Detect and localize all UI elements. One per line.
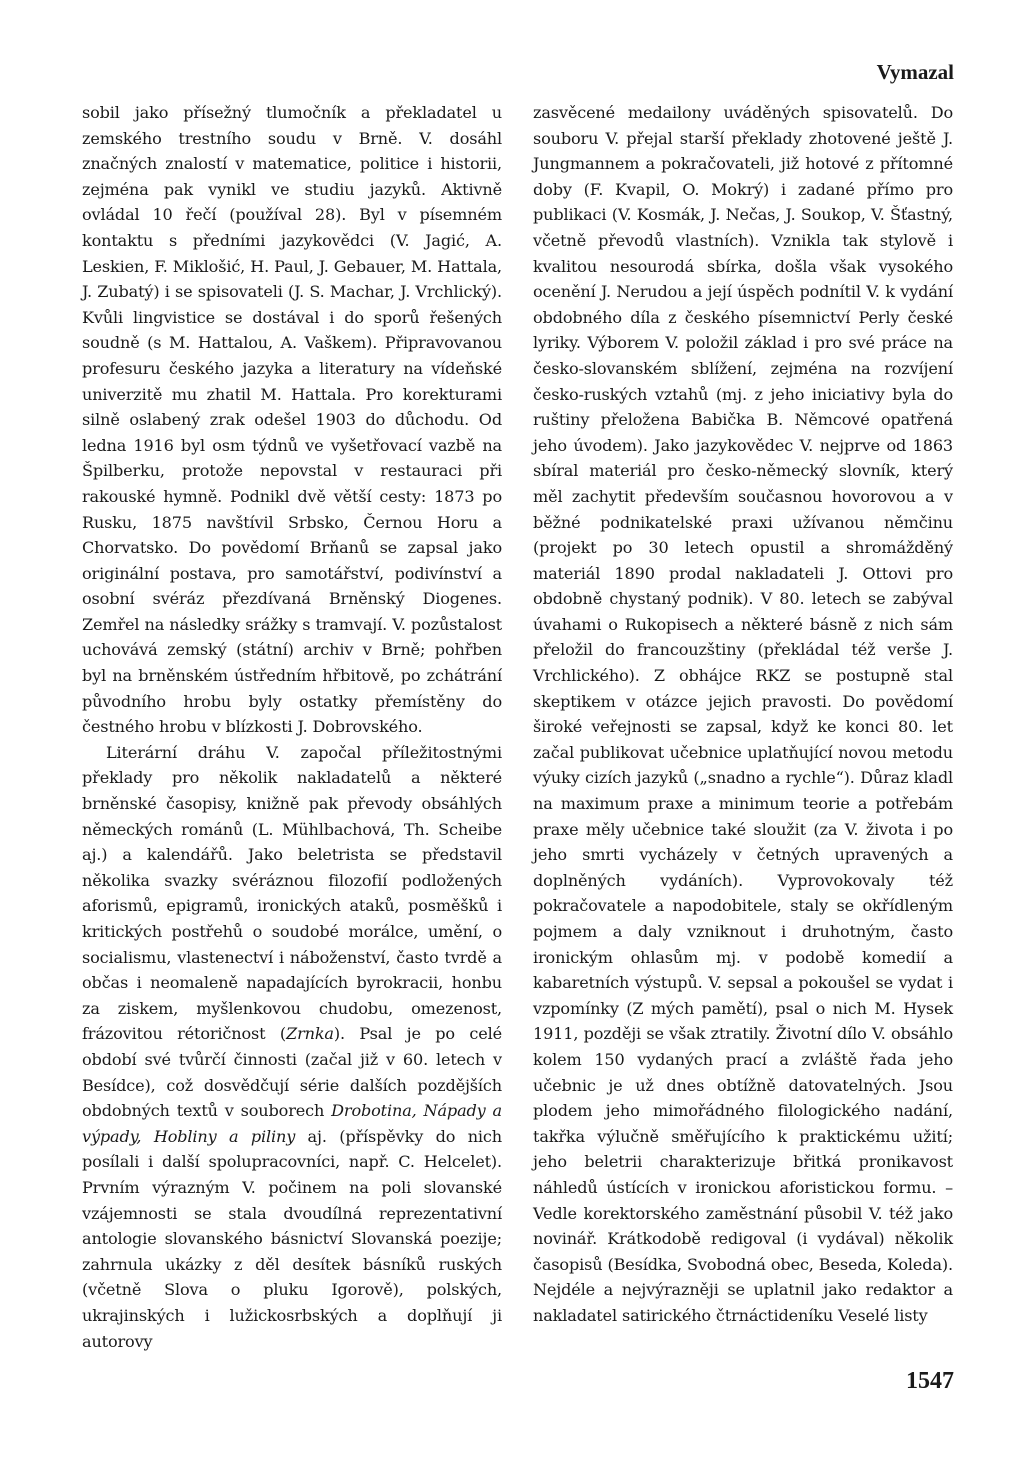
- page-number: 1547: [906, 1368, 954, 1394]
- left-column: [82, 100, 502, 1354]
- text-run: ). Psal je po celé období své tvůrčí činnosti (začal již v 60. letech v Besídce), což dosvědčují série dalších pozdějších obdobných textů v souborech: [82, 1024, 502, 1121]
- running-head: Vymazal: [876, 60, 954, 84]
- text-run: Literární dráhu V. započal příležitostnými překlady pro několik nakladatelů a některé brněnské časopisy, knižně pak převody obsáhlých německých románů (L. Mühlbachová, Th. Scheibe aj.) a kalendářů. Jako beletrista se představil několika svazky svéráznou filozofií podložených aforismů, epigramů, ironických ataků, posměšků i kritických postřehů o soudobé morálce, umění, o socialismu, vlastenectví i náboženství, často tvrdě a občas i neomaleně napadajících byrokracii, honbu za ziskem, myšlenkovou chudobu, omezenost, frázovitou rétoričnost (: [82, 742, 502, 1044]
- paragraph: zasvěcené medailony uváděných spisovatelů. Do souboru V. přejal starší překlady zhotovené ještě J. Jungmannem a pokračovateli, již hotové z přítomné doby (F. Kvapil, O. Mokrý) i zadané přímo pro publikaci (V. Kosmák, J. Nečas, J. Soukop, V. Šťastný, včetně převodů vlastních). Vznikla tak stylově i kvalitou nesourodá sbírka, došla však vysokého ocenění J. Nerudou a její úspěch podnítil V. k vydání obdobného díla z českého písemnictví Perly české lyriky. Výborem V. položil základ i pro své práce na česko-slovanském sblížení, zejména na rozvíjení česko-ruských vztahů (mj. z jeho iniciativy byla do ruštiny přeložena Babička B. Němcové opatřená jeho úvodem). Jako jazykovědec V. nejprve od 1863 sbíral materiál pro česko-německý slovník, který měl zachytit především současnou hovorovou a v běžné podnikatelské praxi užívanou němčinu (projekt po 30 letech opustil a shromážděný materiál 1890 prodal nakladateli J. Ottovi pro obdobně chystaný podnik). V 80. letech se zabýval úvahami o Rukopisech a některé básně z nich sám přeložil do francouzštiny (překládal též verše J. Vrchlického). Z obhájce RKZ se postupně stal skeptikem v otázce jejich pravosti. Do povědomí široké veřejnosti se zapsal, když ke konci 80. let začal publikovat učebnice uplatňující novou metodu výuky cizích jazyků („snadno a rychle“). Důraz kladl na maximum praxe a minimum teorie a potřebám praxe měly učebnice také sloužit (za V. života i po jeho smrti vycházely v četných upravených a doplněných vydáních). Vyprovokovaly též pokračovatele a napodobitele, staly se okřídleným pojmem a daly vzniknout i druhotným, často ironickým ohlasům mj. v podobě komedií a kabaretních výstupů. V. sepsal a pokoušel se vydat i vzpomínky (Z mých pamětí), psal o nich M. Hysek 1911, později se však ztratily. Životní dílo V. obsáhlo kolem 150 vydaných prací a zvláště řada jeho učebnic je už dnes obtížně datovatelných. Jsou plodem jeho mimořádného filologického nadání, takřka výlučně směřujícího k praktickému užití; jeho beletrii charakterizuje břitká pronikavost náhledů ústících v ironickou aforistickou formu. – Vedle korektorského zaměstnání působil V. též jako novinář. Krátkodobě redigoval (i vydával) několik časopisů (Besídka, Svobodná obec, Beseda, Koleda). Nejdéle a nejvýrazněji se uplatnil jako redaktor a nakladatel satirického čtrnáctideníku Veselé listy: [533, 103, 953, 1325]
- title-collections: Drobotina, Nápady a výpady, Hobliny a piliny: [82, 1101, 503, 1146]
- right-column: [533, 100, 953, 1329]
- paragraph: sobil jako přísežný tlumočník a překladatel u zemského trestního soudu v Brně. V. dosáhl značných znalostí v matematice, politice i historii, zejména pak vynikl ve studiu jazyků. Aktivně ovládal 10 řečí (používal 28). Byl v písemném kontaktu s předními jazykovědci (V. Jagić, A. Leskien, F. Miklošić, H. Paul, J. Gebauer, M. Hattala, J. Zubatý) i se spisovateli (J. S. Machar, J. Vrchlický). Kvůli lingvistice se dostával i do sporů řešených soudně (s M. Hattalou, A. Vaškem). Připravovanou profesuru českého jazyka a literatury na vídeňské univerzitě mu zhatil M. Hattala. Pro korekturami silně oslabený zrak odešel 1903 do důchodu. Od ledna 1916 byl osm týdnů ve vyšetřovací vazbě na Špilberku, protože nepovstal v restauraci při rakouské hymně. Podnikl dvě větší cesty: 1873 po Rusku, 1875 navštívil Srbsko, Černou Horu a Chorvatsko. Do povědomí Brňanů se zapsal jako originální postava, pro samotářství, podivínství a osobní svéráz přezdívaná Brněnský Diogenes. Zemřel na následky srážky s tramvají. V. pozůstalost uchovává zemský (státní) archiv v Brně; pohřben byl na brněnském ústředním hřbitově, po zchátrání původního hrobu byly ostatky přemístěny do čestného hrobu v blízkosti J. Dobrovského.: [82, 103, 502, 737]
- paragraph: [82, 740, 502, 1354]
- title-zrnka: Zrnka: [286, 1024, 334, 1044]
- text-run: aj. (příspěvky do nich posílali i další spolupracovníci, např. C. Helcelet). Prvním výrazným V. počinem na poli slovanské vzájemnosti se stala dvoudílná reprezentativní antologie slovanského básnictví Slovanská poezije; zahrnula ukázky z děl desítek básníků ruských (včetně Slova o pluku Igorově), polských, ukrajinských i lužickosrbských a doplňují ji autorovy: [82, 1126, 502, 1351]
